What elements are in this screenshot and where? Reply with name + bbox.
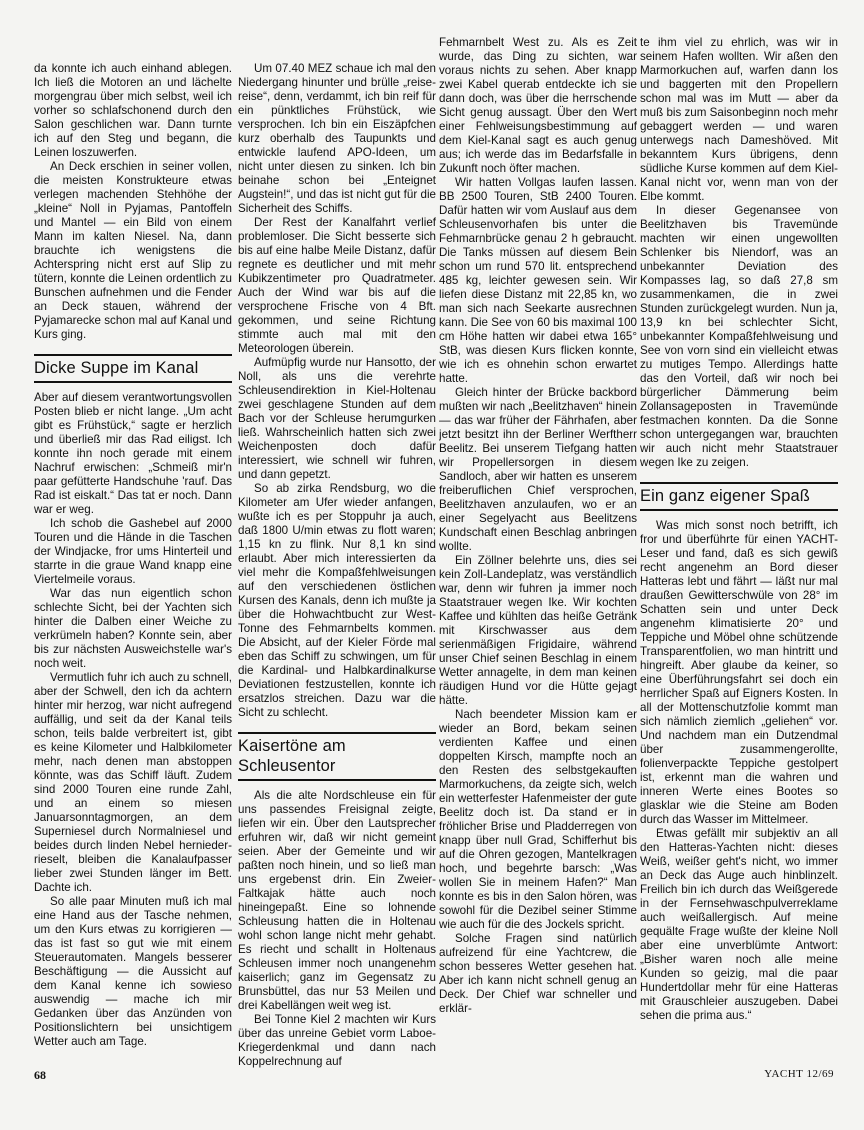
paragraph: Vermutlich fuhr ich auch zu schnell, aber der Schwell, den ich da achtern hinter mir herzog, war nicht aufregend auffällig, und seit da der Kanal teils schon, teils balde verbreitert ist, gibt es keine Kilometer und Halbkilometer mehr, nach denen man abstoppen könnte, was das Schiff läuft. Zudem sind 2000 Touren eine runde Zahl, und an einem so miesen Januarsonntagmorgen, an dem Superniesel durch Normalniesel und beides durch linden Nebel herniederrieselt, bleiben die Kanalaufpasser lieber zwei Stunden länger im Bett. Dachte ich. (34, 671, 232, 894)
paragraph: Bei Tonne Kiel 2 machten wir Kurs über das unreine Gebiet vorm Laboe-Kriegerdenkmal und dann nach Koppelrechnung auf (238, 1013, 436, 1068)
paragraph: Fehmarnbelt West zu. Als es Zeit wurde, das Ding zu sichten, war voraus nichts zu sehen. Aber knapp zwei Kabel querab entdeckte ich sie dann doch, was über die herrschende Sicht genug aussagt. Über den Wert einer Fehlweisungsbestimmung auf dem Kiel-Kanal sagt es auch genug aus; ich werde das im Bedarfsfalle in Zukunft noch öfter machen. (439, 36, 637, 175)
issue-label: YACHT 12/69 (764, 1068, 834, 1080)
paragraph: da konnte ich auch einhand ablegen. Ich ließ die Motoren an und lächelte morgengrau über mich selbst, weil ich vorher so schlafschonend durch den Salon geschlichen war. Dann turnte ich auf den Steg und begann, die Leinen loszuwerfen. (34, 62, 232, 159)
paragraph: Was mich sonst noch betrifft, ich fror und überführte für einen YACHT-Leser und fand, daß es sich gewiß recht angenehm an Bord dieser Hatteras lebt und fährt — läßt nur mal draußen Gewitterschwüle von 28° im Schatten sein und unter Deck angenehm klimatisierte 20° und Teppiche und Möbel ohne schützende Transparentfolien, wo man hintritt und hingreift. Aber glaube da keiner, so eine Überführungsfahrt sei doch ein herrlicher Spaß auf Eigners Kosten. In all der Mottenschutzfolie kommt man sich nämlich ziemlich „geliehen“ vor. Und nachdem man ein Dutzendmal über zusammengerollte, folienverpackte Teppiche gestolpert ist, erkennt man die wahren und inneren Werte eines Bootes so glasklar wie die Steine am Boden durch das Wasser im Mittelmeer. (640, 519, 838, 826)
paragraph: So alle paar Minuten muß ich mal eine Hand aus der Tasche nehmen, um den Kurs etwas zu korrigieren — das ist fast so gut wie mit einem Steuerautomaten. Mangels besserer Beschäftigung — die Aussicht auf dem Kanal kenne ich sowieso auswendig — mache ich mir Gedanken über das Anzünden von Positionslichtern bei unsichtigem Wetter auch am Tage. (34, 895, 232, 1048)
section-heading: Kaisertöne am Schleusentor (238, 732, 436, 781)
paragraph: te ihm viel zu ehrlich, was wir in seinem Hafen wollten. Wir aßen den Marmorkuchen auf, warfen dann los und baggerten mit den Propellern schon mal was im Mutt — aber da muß bis zum Saisonbeginn noch mehr gebaggert werden — und waren unterwegs nach Dameshöved. Mit bekanntem Kurs übrigens, denn südliche Kurse kommen auf dem Kiel-Kanal nicht vor, wenn man von der Elbe kommt. (640, 36, 838, 203)
page-number: 68 (34, 1068, 46, 1082)
paragraph: Um 07.40 MEZ schaue ich mal den Niedergang hinunter und brülle „reise-reise“, denn, verdammt, ich bin reif für ein pünktliches Frühstück, wie versprochen. Ich bin ein Eiszäpfchen kurz oberhalb des Taupunkts und entwickle laufend APO-Ideen, um nicht unter diesen zu sinken. Ich bin beinahe schon bei „Enteignet Augstein!“, und das ist nicht gut für die Sicherheit des Schiffs. (238, 62, 436, 215)
article-column-2 (238, 62, 436, 1072)
paragraph: Aber auf diesem verantwortungsvollen Posten blieb er nicht lange. „Um acht gibt es Frühstück,“ sagte er herzlich und überließ mir das Rad eiligst. Ich konnte ihn noch gerade mit einem Nachruf erwischen: „Schmeiß mir'n paar gefütterte Handschuhe 'rauf. Das Rad ist eiskalt.“ Das tat er noch. Dann war er weg. (34, 391, 232, 516)
article-column-4 (640, 36, 838, 1076)
paragraph: Gleich hinter der Brücke backbord mußten wir nach „Beelitzhaven“ hinein — das war früher der Fährhafen, aber jetzt besitzt ihn der Berliner Werftherr Beelitz. Bei unserem Tiefgang hatten wir Propellersorgen in diesem Sandloch, aber wir hatten es unserem freiberuflichen Chief versprochen, Beelitzhaven anzulaufen, wo er an einer Segelyacht aus Beelitzens Kundschaft einen Beschlag anbringen wollte. (439, 386, 637, 553)
section-heading: Ein ganz eigener Spaß (640, 482, 838, 511)
paragraph: Der Rest der Kanalfahrt verlief problemloser. Die Sicht besserte sich bis auf eine halbe Meile Distanz, dafür regnete es deutlicher und mit mehr Kubikzentimeter pro Quadratmeter. Auch der Wind war bis auf die versprochene Frische von 4 Bft. gekommen, und seine Richtung stimmte auch mal mit den Meteorologen überein. (238, 216, 436, 355)
paragraph: Etwas gefällt mir subjektiv an all den Hatteras-Yachten nicht: dieses Weiß, weißer geht's nicht, wo immer an Deck das Auge auch hinblinzelt. Freilich bin ich durch das Weißgerede in der Fernsehwaschpulverreklame auch weißallergisch. Auf meine gequälte Frage wußte der kleine Noll aber eine unverblümte Antwort: „Bisher waren noch alle meine Kunden so geizig, mal die paar Hundertdollar mehr für eine Hatteras mit Grauschleier auszugeben. Dabei sehen die prima aus.“ (640, 827, 838, 1022)
paragraph: War das nun eigentlich schon schlechte Sicht, bei der Yachten sich hinter die Dalben einer Weiche zu verkrümeln haben? Konnte sein, aber bis zur nächsten Ausweichstelle war's noch weit. (34, 587, 232, 670)
paragraph: So ab zirka Rendsburg, wo die Kilometer am Ufer wieder anfangen, wußte ich es per Stoppuhr ja auch, daß 1800 U/min etwas zu flott waren; 1,15 kn zu flink. Nur 8,1 kn sind erlaubt. Aber mich interessierten da viel mehr die Kompaßfehlweisungen auf den verschiedenen östlichen Kursen des Kanals, denn ich mußte ja über die Hohwachtbucht zur West-Tonne des Fehmarnbelts kommen. Die Absicht, auf der Kieler Förde mal eben das Schiff zu schwingen, um für die Kardinal- und Halbkardinalkurse Deviationen festzustellen, konnte ich ersatzlos streichen. Dazu war die Sicht zu schlecht. (238, 482, 436, 719)
section-heading: Dicke Suppe im Kanal (34, 354, 232, 383)
paragraph: In dieser Gegenansee von Beelitzhaven bis Travemünde machten wir einen ungewollten Schlenker bis Niendorf, was an unbekannter Deviation des Kompasses lag, so daß 27,8 sm zusammenkamen, die in zwei Stunden zurückgelegt wurden. Nun ja, 13,9 kn bei schlechter Sicht, unbekannter Kompaßfehlweisung und See von vorn sind ein vielleicht etwas zu mutiges Tempo. Allerdings hatte das den Vorteil, daß wir noch bei bürgerlicher Dämmerung beim Zollansageposten in Travemünde festmachen konnten. Da die Sonne schon untergegangen war, brauchten wir auch nicht mehr Staatstrauer wegen Ike zu zeigen. (640, 204, 838, 469)
paragraph: Ein Zöllner belehrte uns, dies sei kein Zoll-Landeplatz, was verständlich war, denn wir fuhren ja immer noch Staatstrauer wegen Ike. Wir kochten Kaffee und kühlten das heiße Getränk mit Kirschwasser aus dem serienmäßigen Frigidaire, während unser Chief seinen Beschlag in einem Wetter annagelte, in dem man keinen räudigen Hund vor die Hütte gejagt hätte. (439, 554, 637, 707)
paragraph: Wir hatten Vollgas laufen lassen. BB 2500 Touren, StB 2400 Touren. Dafür hatten wir vom Auslauf aus dem Schleusenvorhafen bis unter die Fehmarnbrücke genau 2 h gebraucht. Die Tanks müssen auf diesem Bein schon um rund 570 lit. entsprechend 485 kg, leichter gewesen sein. Wir liefen diese Distanz mit 22,85 kn, wo man sich nach Seekarte ausrechnen kann. Die See von 60 bis maximal 100 cm Höhe hatten wir dabei etwa 165° StB, was diesen Kurs flicken konnte, wie ich es ohnehin schon erwartet hatte. (439, 176, 637, 385)
paragraph: An Deck erschien in seiner vollen, die meisten Konstrukteure etwas verlegen machenden Stehhöhe der „kleine“ Noll in Pyjamas, Pantoffeln und Mantel — ein Bild von einem Mann im kalten Niesel. Na, dann brauchte ich wenigstens die Achterspring nicht erst auf Slip zu tütern, konnte die Leinen ordentlich zu Bunschen aufnehmen und die Fender an Deck stauen, während der Pyjamarecke schon mal auf Kanal und Kurs ging. (34, 160, 232, 341)
paragraph: Solche Fragen sind natürlich aufreizend für eine Yachtcrew, die schon besseres Wetter gesehen hat. Aber ich kann nicht schnell genug an Deck. Der Chief war schneller und erklär- (439, 932, 637, 1015)
paragraph: Aufmüpfig wurde nur Hansotto, der Noll, als uns die verehrte Schleusendirektion in Kiel-Holtenau zwei geschlagene Stunden auf dem Bach vor der Schleuse herumgurken ließ. Wahrscheinlich hatten sich zwei Weichenposten doch dafür interessiert, wie schnell wir fuhren, und dann gepetzt. (238, 356, 436, 481)
paragraph: Nach beendeter Mission kam er wieder an Bord, bekam seinen verdienten Kaffee und einen doppelten Kirsch, mampfte noch an den Resten des selbstgekauften Marmorkuchens, da zeigte sich, welch ein wetterfester Hafenmeister der gute Beelitz doch ist. Da stand er in fröhlicher Brise und Pladderregen von knapp über null Grad, Schifferhut bis auf die Ohren gezogen, Mantelkragen hoch, und begehrte barsch: „Was wollen Sie in meinem Hafen?“ Man konnte es bis in den Salon hören, was sowohl für die Dezibel seiner Stimme wie auch für die des Jockels spricht. (439, 708, 637, 931)
paragraph: Ich schob die Gashebel auf 2000 Touren und die Hände in die Taschen der Windjacke, fror ums Hinterteil und starrte in die graue Wand knapp eine Viertelmeile voraus. (34, 517, 232, 586)
paragraph: Als die alte Nordschleuse ein für uns passendes Freisignal zeigte, liefen wir ein. Über den Lautsprecher erfuhren wir, daß wir nicht gemeint seien. Aber der Gemeinte und wir paßten noch hinein, und so ließ man uns ergebenst drin. Ein Zweier-Faltkajak hätte auch noch hineingepaßt. Eine so lohnende Schleusung hatten die in Holtenau wohl schon lange nicht mehr gehabt. Es riecht und schallt in Holtenaus Schleusen immer noch unangenehm kaiserlich; ganz im Gegensatz zu Brunsbüttel, das nur 53 Meilen und drei Kabellängen weit weg ist. (238, 789, 436, 1012)
article-column-1 (34, 62, 232, 1062)
article-column-3 (439, 36, 637, 1071)
